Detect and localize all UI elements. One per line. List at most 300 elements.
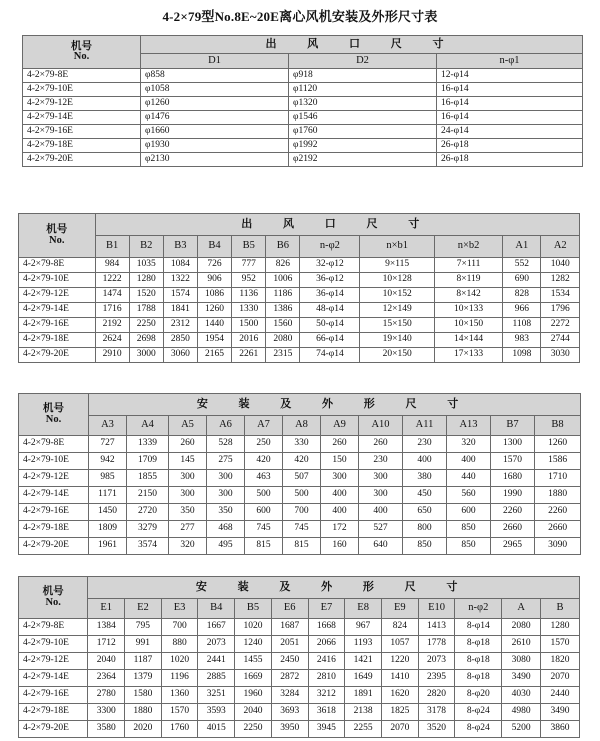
table-cell: 2660 [535,521,581,538]
table-cell: 8-φ24 [455,721,502,738]
table-cell: 1193 [345,636,382,653]
table-cell: 3284 [271,687,308,704]
table-cell: 3090 [535,538,581,555]
col-header: B3 [163,236,197,258]
table-cell: 906 [197,273,231,288]
installation-dimension-table-2 [18,576,580,738]
outlet-dimension-table-2 [18,213,580,363]
table-cell: 1825 [381,704,418,721]
col-header: n-φ2 [300,236,360,258]
table-cell: 14×144 [434,333,502,348]
table-cell: 16-φ14 [437,111,583,125]
table-row [19,538,581,555]
table-cell: 48-φ14 [300,303,360,318]
table-cell: 74-φ14 [300,348,360,363]
col-header: D2 [289,54,437,69]
table-cell: 2312 [163,318,197,333]
table-cell: 17×133 [434,348,502,363]
table-cell: 2850 [163,333,197,348]
table-cell: 1330 [232,303,266,318]
table-cell: 2364 [88,670,125,687]
table-row [19,653,580,670]
table-cell: 10×150 [434,318,502,333]
table-cell: 8-φ18 [455,636,502,653]
table-cell: 1450 [89,504,127,521]
table-cell: 400 [403,453,447,470]
table-cell: 3693 [271,704,308,721]
table-cell: 8-φ20 [455,687,502,704]
col-header: A3 [89,416,127,436]
table-row [19,436,581,453]
table-cell: φ1660 [141,125,289,139]
table-cell: 2610 [502,636,541,653]
table-cell: 3030 [541,348,580,363]
table-cell: 1710 [535,470,581,487]
table-cell: 8-φ14 [455,619,502,636]
table-cell: 2040 [88,653,125,670]
table-cell: 1990 [491,487,535,504]
table-cell: 1580 [125,687,162,704]
col-header: B4 [198,599,235,619]
table-cell: 1280 [541,619,580,636]
table-cell: 300 [359,487,403,504]
table-cell: 20×150 [360,348,435,363]
col-header: A10 [359,416,403,436]
table-cell: φ918 [289,69,437,83]
model-cell: 4-2×79-12E [19,288,96,303]
col-header: E8 [345,599,382,619]
table-cell: 2020 [125,721,162,738]
table-cell: 250 [245,436,283,453]
table-cell: 7×111 [434,258,502,273]
table-cell: 350 [207,504,245,521]
table-cell: 1260 [197,303,231,318]
table-cell: 1880 [125,704,162,721]
group-header: 安 装 及 外 形 尺 寸 [88,577,580,599]
table-cell: 1760 [161,721,198,738]
table-cell: 1360 [161,687,198,704]
table-cell: 8×119 [434,273,502,288]
table-cell: 3080 [502,653,541,670]
table-cell: 230 [403,436,447,453]
model-cell: 4-2×79-18E [19,521,89,538]
table-cell: 172 [321,521,359,538]
col-header: E9 [381,599,418,619]
table-cell: 380 [403,470,447,487]
table-cell: 850 [403,538,447,555]
table-cell: 8-φ18 [455,670,502,687]
table-cell: 552 [503,258,541,273]
table-row [19,487,581,504]
col-header: B5 [232,236,266,258]
table-cell: 440 [447,470,491,487]
table-cell: 985 [89,470,127,487]
table-cell: 3950 [271,721,308,738]
table-cell: φ1320 [289,97,437,111]
table-cell: 500 [283,487,321,504]
model-cell: 4-2×79-14E [23,111,141,125]
table-cell: 991 [125,636,162,653]
table-cell: 2165 [197,348,231,363]
table-cell: 1136 [232,288,266,303]
model-cell: 4-2×79-12E [23,97,141,111]
table-cell: 1570 [491,453,535,470]
model-header [19,394,89,436]
table-cell: 2965 [491,538,535,555]
installation-dimension-table-1 [18,393,581,555]
table-cell: 3520 [418,721,455,738]
table-cell: 350 [169,504,207,521]
table-cell: φ1546 [289,111,437,125]
table-cell: 1574 [163,288,197,303]
col-header: A [502,599,541,619]
table-cell: 3490 [502,670,541,687]
table-cell: 1820 [541,653,580,670]
table-cell: 1570 [161,704,198,721]
table-cell: 527 [359,521,403,538]
table-cell: 795 [125,619,162,636]
col-header: B8 [535,416,581,436]
table-cell: 66-φ14 [300,333,360,348]
table-row [19,704,580,721]
model-header [19,577,88,619]
table-cell: 850 [447,521,491,538]
model-cell: 4-2×79-10E [19,453,89,470]
model-header-cn: 机号 [42,586,64,597]
table-cell: 24-φ14 [437,125,583,139]
table-cell: 3580 [88,721,125,738]
table-row [19,636,580,653]
table-cell: 1649 [345,670,382,687]
col-header: n×b2 [434,236,502,258]
table-cell: 967 [345,619,382,636]
table-cell: 1410 [381,670,418,687]
table-cell: 16-φ14 [437,97,583,111]
table-row [23,83,583,97]
table-cell: 1386 [266,303,300,318]
model-cell: 4-2×79-16E [19,318,96,333]
table-cell: 300 [359,470,403,487]
table-cell: 320 [447,436,491,453]
col-header: B6 [266,236,300,258]
table-cell: 19×140 [360,333,435,348]
table-cell: 420 [245,453,283,470]
table-cell: 2272 [541,318,580,333]
table-cell: 300 [321,470,359,487]
table-cell: 1669 [235,670,272,687]
table-cell: 2698 [129,333,163,348]
table-cell: 50-φ14 [300,318,360,333]
table-cell: 1961 [89,538,127,555]
col-header: E2 [125,599,162,619]
table-cell: 1280 [129,273,163,288]
group-header: 出 风 口 尺 寸 [95,214,579,236]
table-cell: 145 [169,453,207,470]
table-cell: 2416 [308,653,345,670]
table-cell: 1339 [127,436,169,453]
model-header-cn: 机号 [43,403,64,414]
col-header: n×b1 [360,236,435,258]
col-header: n-φ1 [437,54,583,69]
table-cell: 4030 [502,687,541,704]
table-cell: 1796 [541,303,580,318]
table-cell: 300 [169,487,207,504]
table-cell: 1006 [266,273,300,288]
table-cell: 495 [207,538,245,555]
table-cell: 160 [321,538,359,555]
model-cell: 4-2×79-14E [19,303,96,318]
table-cell: 1035 [129,258,163,273]
table-cell: 1687 [271,619,308,636]
table-cell: 260 [321,436,359,453]
table-cell: 2073 [198,636,235,653]
table-cell: 8-φ18 [455,653,502,670]
table-row [23,139,583,153]
table-cell: 230 [359,453,403,470]
table-cell: 600 [447,504,491,521]
col-header: A9 [321,416,359,436]
table-cell: 1020 [161,653,198,670]
table-cell: 2440 [541,687,580,704]
table-cell: 700 [161,619,198,636]
col-header: n-φ2 [455,599,502,619]
model-header-en: No. [45,596,61,608]
table-cell: 8×142 [434,288,502,303]
table-cell: 2441 [198,653,235,670]
col-header: A13 [447,416,491,436]
table-cell: φ858 [141,69,289,83]
table-row [19,273,580,288]
table-cell: 2820 [418,687,455,704]
table-cell: 1413 [418,619,455,636]
table-cell: 463 [245,470,283,487]
table-cell: 300 [169,470,207,487]
table-cell: 1778 [418,636,455,653]
table-cell: 1534 [541,288,580,303]
table-row [19,504,581,521]
table-cell: 1668 [308,619,345,636]
table-cell: 1809 [89,521,127,538]
table-cell: 450 [403,487,447,504]
table-cell: 2450 [271,653,308,670]
table-cell: 3060 [163,348,197,363]
table-cell: 9×115 [360,258,435,273]
table-cell: 1712 [88,636,125,653]
table-cell: 983 [503,333,541,348]
table-cell: 32-φ12 [300,258,360,273]
table-row [23,111,583,125]
table-cell: 1716 [95,303,129,318]
col-header: A5 [169,416,207,436]
col-header: A6 [207,416,245,436]
table-cell: 1709 [127,453,169,470]
col-header: E6 [271,599,308,619]
model-header [23,36,141,69]
model-cell: 4-2×79-8E [23,69,141,83]
table-cell: 3279 [127,521,169,538]
table-row [19,687,580,704]
table-cell: 10×133 [434,303,502,318]
table-cell: 1171 [89,487,127,504]
table-cell: 1586 [535,453,581,470]
table-cell: 400 [321,487,359,504]
table-cell: 1384 [88,619,125,636]
table-cell: 3490 [541,704,580,721]
col-header: E3 [161,599,198,619]
model-cell: 4-2×79-12E [19,653,88,670]
table-cell: 1855 [127,470,169,487]
table-cell: 2250 [129,318,163,333]
table-cell: 1084 [163,258,197,273]
table-cell: 36-φ12 [300,273,360,288]
table-cell: 560 [447,487,491,504]
model-cell: 4-2×79-16E [19,687,88,704]
table-cell: 2070 [381,721,418,738]
table-cell: 1322 [163,273,197,288]
table-row [19,333,580,348]
model-cell: 4-2×79-8E [19,258,96,273]
table-cell: 1086 [197,288,231,303]
table-cell: 2138 [345,704,382,721]
table-row [19,288,580,303]
table-cell: 2261 [232,348,266,363]
table-cell: 320 [169,538,207,555]
model-header-cn: 机号 [46,224,68,235]
table-cell: φ1260 [141,97,289,111]
table-cell: 984 [95,258,129,273]
col-header: A1 [503,236,541,258]
model-cell: 4-2×79-20E [19,721,88,738]
table-cell: 36-φ14 [300,288,360,303]
table-cell: 3178 [418,704,455,721]
group-header: 安 装 及 外 形 尺 寸 [89,394,581,416]
table-cell: 1954 [197,333,231,348]
table-cell: 1040 [541,258,580,273]
table-cell: 3945 [308,721,345,738]
table-cell: 1098 [503,348,541,363]
table-row [19,619,580,636]
table-cell: 3212 [308,687,345,704]
model-header-en: No. [45,413,62,425]
table-cell: 3574 [127,538,169,555]
model-cell: 4-2×79-18E [19,704,88,721]
col-header: B7 [491,416,535,436]
model-cell: 4-2×79-20E [23,153,141,167]
table-cell: 3300 [88,704,125,721]
col-header: A2 [541,236,580,258]
table-cell: 4015 [198,721,235,738]
table-cell: 815 [283,538,321,555]
table-row [19,348,580,363]
table-cell: 800 [403,521,447,538]
table-cell: 966 [503,303,541,318]
model-cell: 4-2×79-20E [19,538,89,555]
table-cell: 1440 [197,318,231,333]
model-cell: 4-2×79-8E [19,436,89,453]
table-cell: 828 [503,288,541,303]
table-cell: 600 [245,504,283,521]
table-cell: 1841 [163,303,197,318]
table-cell: 277 [169,521,207,538]
table-cell: 1520 [129,288,163,303]
table-cell: φ1120 [289,83,437,97]
table-cell: 5200 [502,721,541,738]
table-row [19,258,580,273]
table-cell: 2150 [127,487,169,504]
table-cell: 1960 [235,687,272,704]
table-cell: 2872 [271,670,308,687]
table-cell: 2040 [235,704,272,721]
table-cell: φ2192 [289,153,437,167]
table-cell: 1680 [491,470,535,487]
table-cell: 2250 [235,721,272,738]
table-cell: 726 [197,258,231,273]
col-header: D1 [141,54,289,69]
table-cell: 1455 [235,653,272,670]
table-cell: 1560 [266,318,300,333]
model-header-cn: 机号 [71,40,92,52]
model-cell: 4-2×79-12E [19,470,89,487]
table-cell: 1379 [125,670,162,687]
table-cell: 1421 [345,653,382,670]
col-header: E7 [308,599,345,619]
table-cell: 400 [447,453,491,470]
table-cell: 3618 [308,704,345,721]
table-cell: 3251 [198,687,235,704]
table-cell: 330 [283,436,321,453]
table-cell: 10×128 [360,273,435,288]
table-cell: 2720 [127,504,169,521]
table-cell: 3860 [541,721,580,738]
table-row [19,318,580,333]
table-cell: 1108 [503,318,541,333]
table-row [23,69,583,83]
table-row [23,153,583,167]
table-cell: 8-φ24 [455,704,502,721]
table-cell: 4980 [502,704,541,721]
table-cell: 826 [266,258,300,273]
table-cell: 2080 [502,619,541,636]
table-cell: 2315 [266,348,300,363]
table-cell: 815 [245,538,283,555]
table-cell: 2080 [266,333,300,348]
table-cell: 1260 [535,436,581,453]
table-cell: 2260 [535,504,581,521]
table-row [23,125,583,139]
table-cell: 2260 [491,504,535,521]
table-cell: 952 [232,273,266,288]
table-row [23,97,583,111]
col-header: B1 [95,236,129,258]
table-cell: 1057 [381,636,418,653]
table-cell: 2624 [95,333,129,348]
col-header: A8 [283,416,321,436]
table-cell: φ1476 [141,111,289,125]
table-cell: 880 [161,636,198,653]
table-cell: 1891 [345,687,382,704]
model-cell: 4-2×79-16E [19,504,89,521]
table-cell: 2395 [418,670,455,687]
col-header: B [541,599,580,619]
table-cell: 260 [169,436,207,453]
table-cell: 1474 [95,288,129,303]
model-cell: 4-2×79-18E [23,139,141,153]
table-cell: 150 [321,453,359,470]
table-cell: 3000 [129,348,163,363]
table-cell: 2192 [95,318,129,333]
page-title: 4-2×79型No.8E~20E离心风机安装及外形尺寸表 [162,9,438,24]
model-cell: 4-2×79-20E [19,348,96,363]
